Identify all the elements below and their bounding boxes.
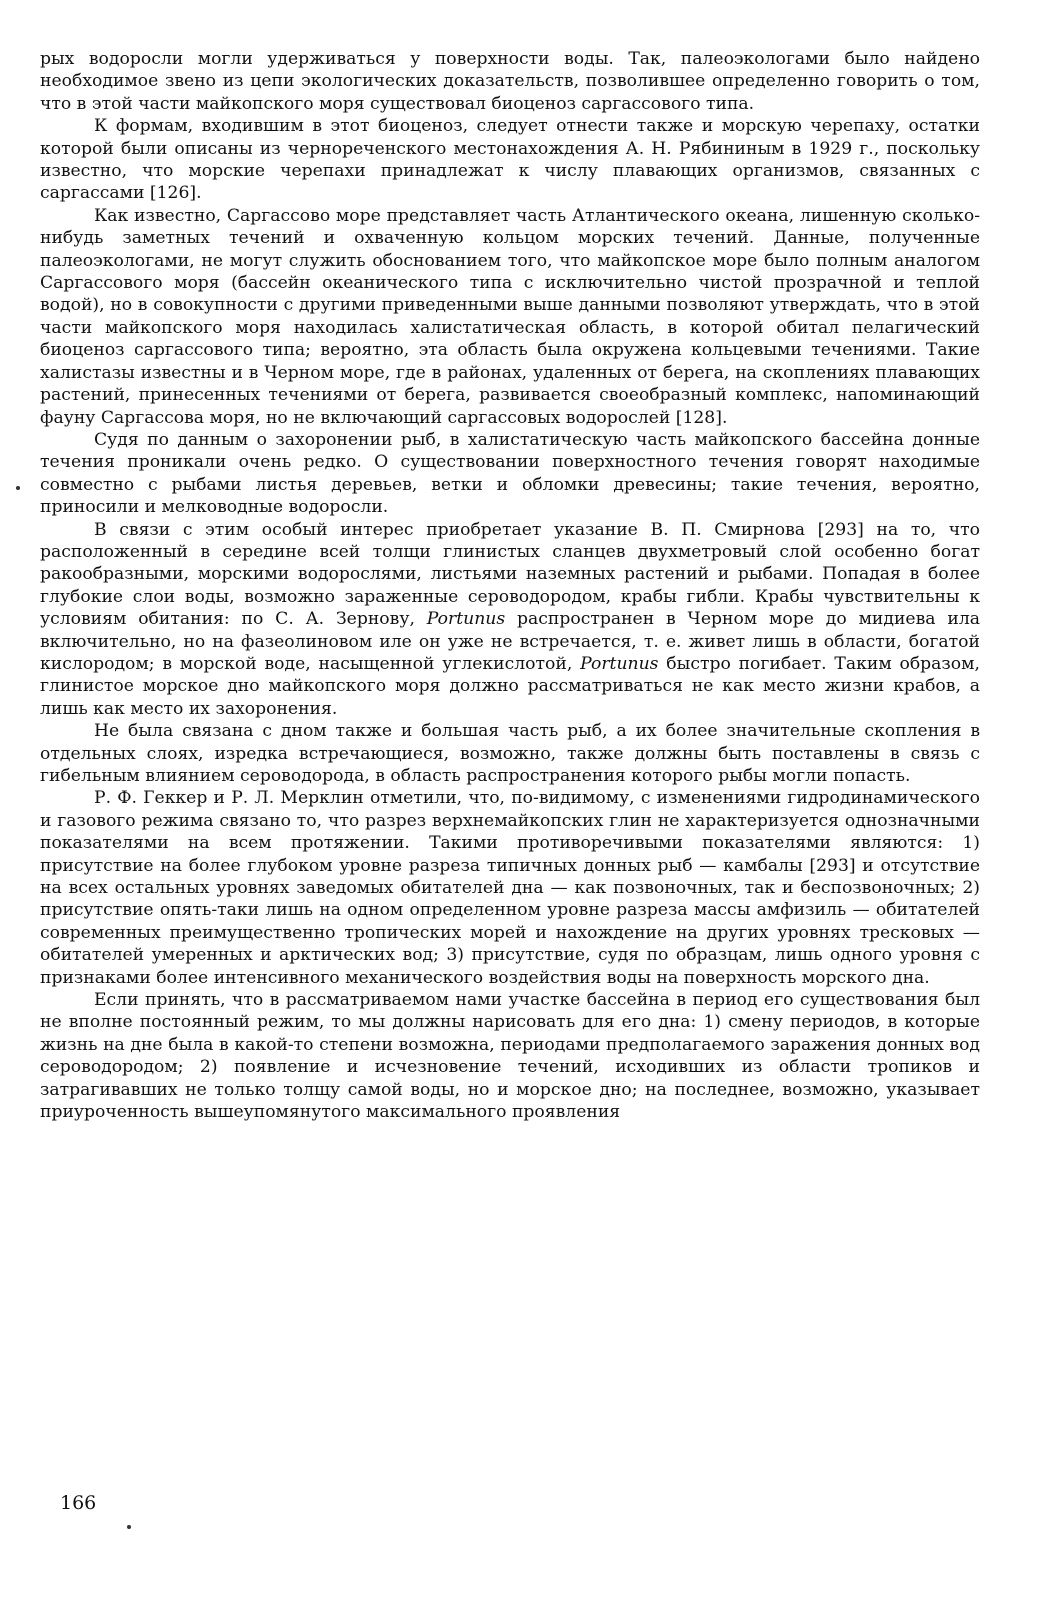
paragraph-text: Не была связана с дном также и большая часть рыб, а их более значительные скопления в отдельных слоях, изредка встречающиеся, возможно, также должны быть поставлены в связь с гибельным влиянием сероводорода, в область распространения которого рыбы могли попасть.: [40, 721, 980, 786]
paragraph-text: Если принять, что в рассматриваемом нами участке бассейна в период его существования был не вполне постоянный режим, то мы должны нарисовать для его дна: 1) смену периодов, в которые жизнь на дне была в какой-то степени возможна, периодами предполагаемого заражения донных вод сероводородом; 2) появление и исчезновение течений, исходивших из области тропиков и затрагивавших не только толщу самой воды, но и морское дно; на последнее, возможно, указывает приуроченность вышеупомянутого максимального проявления: [40, 990, 980, 1123]
paragraph-text: К формам, входившим в этот биоценоз, следует отнести также и морскую черепаху, остатки которой были описаны из чернореченского местонахождения А. Н. Рябининым в 1929 г., поскольку известно, что морские черепахи принадлежат к числу плавающих организмов, связанных с саргассами [126].: [40, 116, 980, 204]
paragraph-text: Как известно, Саргассово море представляет часть Атлантического океана, лишенную сколько-нибудь заметных течений и охваченную кольцом морских течений. Данные, полученные палеоэкологами, не могут служить обоснованием того, что майкопское море было полным аналогом Саргассового моря (бассейн океанического типа с исключительно чистой прозрачной и теплой водой), но в совокупности с другими приведенными выше данными позволяют утверждать, что в этой части майкопского моря находилась халистатическая область, в которой обитал пелагический биоценоз саргассового типа; вероятно, эта область была окружена кольцевыми течениями. Такие халистазы известны и в Черном море, где в районах, удаленных от берега, на скоплениях плавающих растений, принесенных течениями от берега, развивается своеобразный комплекс, напоминающий фауну Саргассова моря, но не включающий саргассовых водорослей [128].: [40, 205, 980, 428]
paragraph: [40, 519, 980, 721]
page-number: 166: [60, 1492, 97, 1514]
paragraph-text: Р. Ф. Геккер и Р. Л. Мерклин отметили, что, по-видимому, с изменениями гидродинамического и газового режима связано то, что разрез верхнемайкопских глин не характеризуется однозначными показателями на всем протяжении. Такими противоречивыми показателями являются: 1) присутствие на более глубоком уровне разреза типичных донных рыб — камбалы [293] и отсутствие на всех остальных уровнях заведомых обитателей дна — как позвоночных, так и беспозвоночных; 2) присутствие опять-таки лишь на одном определенном уровне разреза массы амфизиль — обитателей современных преимущественно тропических морей и нахождение на других уровнях тресковых — обитателей умеренных и арктических вод; 3) присутствие, судя по образцам, лишь одного уровня с признаками более интенсивного механического воздействия воды на поверхность морского дна.: [40, 788, 980, 988]
margin-speck: [127, 1525, 131, 1529]
paragraph: [40, 48, 980, 115]
paragraph-text: В связи с этим особый интерес приобретает указание В. П. Смирнова [293] на то, что расположенный в середине всей толщи глинистых сланцев двухметровый слой особенно богат ракообразными, морскими водорослями, листьями наземных растений и рыбами. Попадая в более глубокие слои воды, возможно зараженные сероводородом, крабы гибли. Крабы чувствительны к условиям обитания: по С. А. Зернову,: [40, 519, 980, 630]
paragraph-text: быстро погибает. Таким образом, глинистое морское дно майкопского моря должно рассматриваться не как место жизни крабов, а лишь как место их захоронения.: [40, 653, 980, 719]
paragraph: [40, 989, 980, 1123]
paragraph: [40, 115, 980, 205]
paragraph: [40, 205, 980, 429]
page-body: [40, 48, 980, 1124]
paragraph: [40, 787, 980, 989]
paragraph: [40, 429, 980, 519]
paragraph-text: Судя по данным о захоронении рыб, в халистатическую часть майкопского бассейна донные течения проникали очень редко. О существовании поверхностного течения говорят находимые совместно с рыбами листья деревьев, ветки и обломки древесины; такие течения, вероятно, приносили и мелководные водоросли.: [40, 429, 980, 518]
italic-taxon-text: Portunus: [426, 609, 506, 630]
paragraph-text: распространен в Черном море до мидиева ила включительно, но на фазеолиновом иле он уже не встречается, т. е. живет лишь в области, богатой кислородом; в морской воде, насыщенной углекислотой,: [40, 609, 980, 674]
paragraph-text: рых водоросли могли удерживаться у поверхности воды. Так, палеоэкологами было найдено необходимое звено из цепи экологических доказательств, позволившее определенно говорить о том, что в этой части майкопского моря существовал биоценоз саргассового типа.: [40, 49, 980, 114]
paragraph: [40, 720, 980, 787]
italic-taxon-text: Portunus: [580, 653, 659, 674]
margin-speck: [16, 486, 20, 490]
